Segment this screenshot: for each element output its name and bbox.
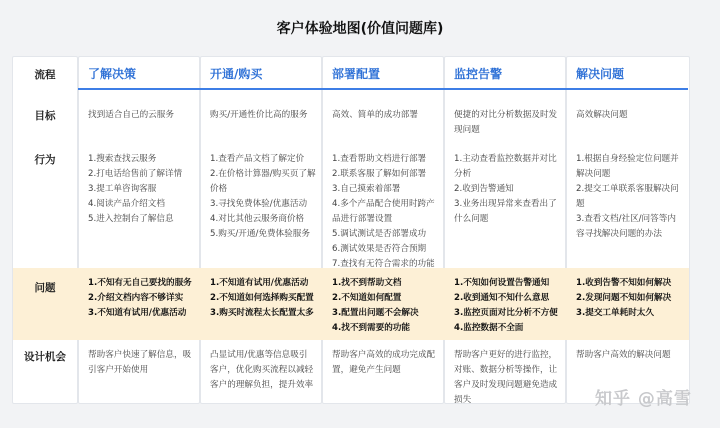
action-item: 1.查看帮助文档进行部署	[332, 154, 427, 164]
watermark: 知乎 @高雪	[595, 389, 692, 409]
action-item: 4.多个产品配合使用时跨产品进行部署设置	[332, 199, 435, 224]
problem-item: 2.不知道如何配置	[332, 293, 402, 303]
problem-item: 3.配置出问题不会解决	[332, 308, 419, 318]
action-item: 4.对比其他云服务商价格	[210, 214, 305, 224]
stage-actions	[322, 152, 444, 272]
action-item: 3.自己摸索着部署	[332, 184, 401, 194]
problem-item: 3.监控页面对比分析不方便	[454, 308, 558, 318]
action-item: 2.在价格计算器/购买页了解价格	[210, 169, 316, 194]
action-item: 3.提工单咨询客服	[88, 184, 157, 194]
problem-item: 1.不知道有试用/优惠活动	[210, 278, 309, 288]
action-item: 4.阅读产品介绍文档	[88, 199, 165, 209]
action-item: 2.提交工单联系客服解决问题	[576, 184, 679, 209]
stage-header-2	[322, 58, 444, 90]
page-title: 客户体验地图(价值问题库)	[276, 21, 444, 37]
row-label-problem: 问题	[34, 282, 56, 294]
problem-item: 1.找不到帮助文档	[332, 278, 402, 288]
action-item: 3.寻找免费体验/优惠活动	[210, 199, 308, 209]
action-item: 2.收到告警通知	[454, 184, 514, 194]
problem-item: 4.监控数据不全面	[454, 323, 524, 333]
row-label-opportunity: 设计机会	[24, 351, 66, 363]
action-item: 7.查找有无符合需求的功能	[332, 259, 435, 269]
problem-item: 3.不知道有试用/优惠活动	[88, 308, 187, 318]
stage-problems	[200, 276, 322, 321]
stage-opportunity: 帮助客户高效的成功完成配置，避免产生问题	[332, 350, 436, 375]
stage-header-4	[566, 58, 688, 90]
stage-goal: 购买/开通性价比高的服务	[210, 110, 308, 120]
action-item: 1.查看产品文档了解定价	[210, 154, 305, 164]
action-item: 1.根据自身经验定位问题并解决问题	[576, 154, 679, 179]
problem-item: 1.不知如何设置告警通知	[454, 278, 550, 288]
action-item: 2.打电话给售前了解详情	[88, 169, 183, 179]
stage-problems	[566, 276, 688, 321]
stage-title: 了解决策	[88, 67, 137, 81]
problem-item: 1.不知有无自己要找的服务	[88, 278, 192, 288]
problem-item: 1.收到告警不知如何解决	[576, 278, 672, 288]
stage-problems	[322, 276, 444, 336]
stage-goal: 找到适合自己的云服务	[88, 110, 174, 120]
problem-item: 2.收到通知不知什么意思	[454, 293, 550, 303]
action-item: 3.业务出现异常来查看出了什么问题	[454, 199, 557, 224]
stage-problems	[444, 276, 566, 336]
action-item: 6.测试效果是否符合预期	[332, 244, 427, 254]
row-label-goal: 目标	[34, 110, 56, 122]
problem-item: 2.发现问题不知如何解决	[576, 293, 672, 303]
stage-title: 监控告警	[454, 67, 503, 81]
problem-item: 3.提交工单耗时太久	[576, 308, 654, 318]
stage-header-0	[78, 58, 200, 90]
action-item: 1.主动查看监控数据并对比分析	[454, 154, 557, 179]
action-item: 2.联系客服了解如何部署	[332, 169, 427, 179]
stage-title: 解决问题	[576, 67, 625, 81]
stage-problems	[78, 276, 200, 321]
problem-item: 2.介绍文档内容不够详实	[88, 293, 184, 303]
stage-actions	[566, 152, 688, 242]
action-item: 5.购买/开通/免费体验服务	[210, 229, 310, 239]
stage-actions	[444, 152, 566, 227]
stage-opportunity: 凸显试用/优惠等信息吸引客户，优化购买流程以减轻客户的理解负担，提升效率	[210, 350, 314, 390]
stage-header-3	[444, 58, 566, 90]
row-label-action: 行为	[34, 154, 56, 166]
action-item: 3.查看文档/社区/问答等内容寻找解决问题的办法	[576, 214, 676, 239]
stage-opportunity: 帮助客户高效的解决问题	[576, 350, 671, 360]
stage-actions	[200, 152, 322, 242]
stage-opportunity: 帮助客户快速了解信息，吸引客户开始使用	[88, 350, 192, 375]
row-label-flow: 流程	[34, 69, 56, 81]
action-item: 1.搜索查找云服务	[88, 154, 157, 164]
problem-item: 4.找不到需要的功能	[332, 323, 410, 333]
action-item: 5.进入控制台了解信息	[88, 214, 174, 224]
stage-title: 部署配置	[332, 67, 381, 81]
stage-actions	[78, 152, 200, 227]
stage-goal: 高效、简单的成功部署	[332, 110, 418, 120]
stage-title: 开通/购买	[210, 67, 263, 81]
stage-opportunity: 帮助客户更好的进行监控，对账、数据分析等操作，让客户及时发现问题避免造成损失	[454, 350, 558, 405]
stage-header-1	[200, 58, 322, 90]
stage-goal: 便捷的对比分析数据及时发现问题	[454, 110, 558, 135]
problem-item: 2.不知道如何选择购买配置	[210, 293, 314, 303]
problem-item: 3.购买时流程太长配置太多	[210, 308, 314, 318]
stage-goal: 高效解决问题	[576, 110, 628, 120]
action-item: 5.调试测试是否部署成功	[332, 229, 427, 239]
